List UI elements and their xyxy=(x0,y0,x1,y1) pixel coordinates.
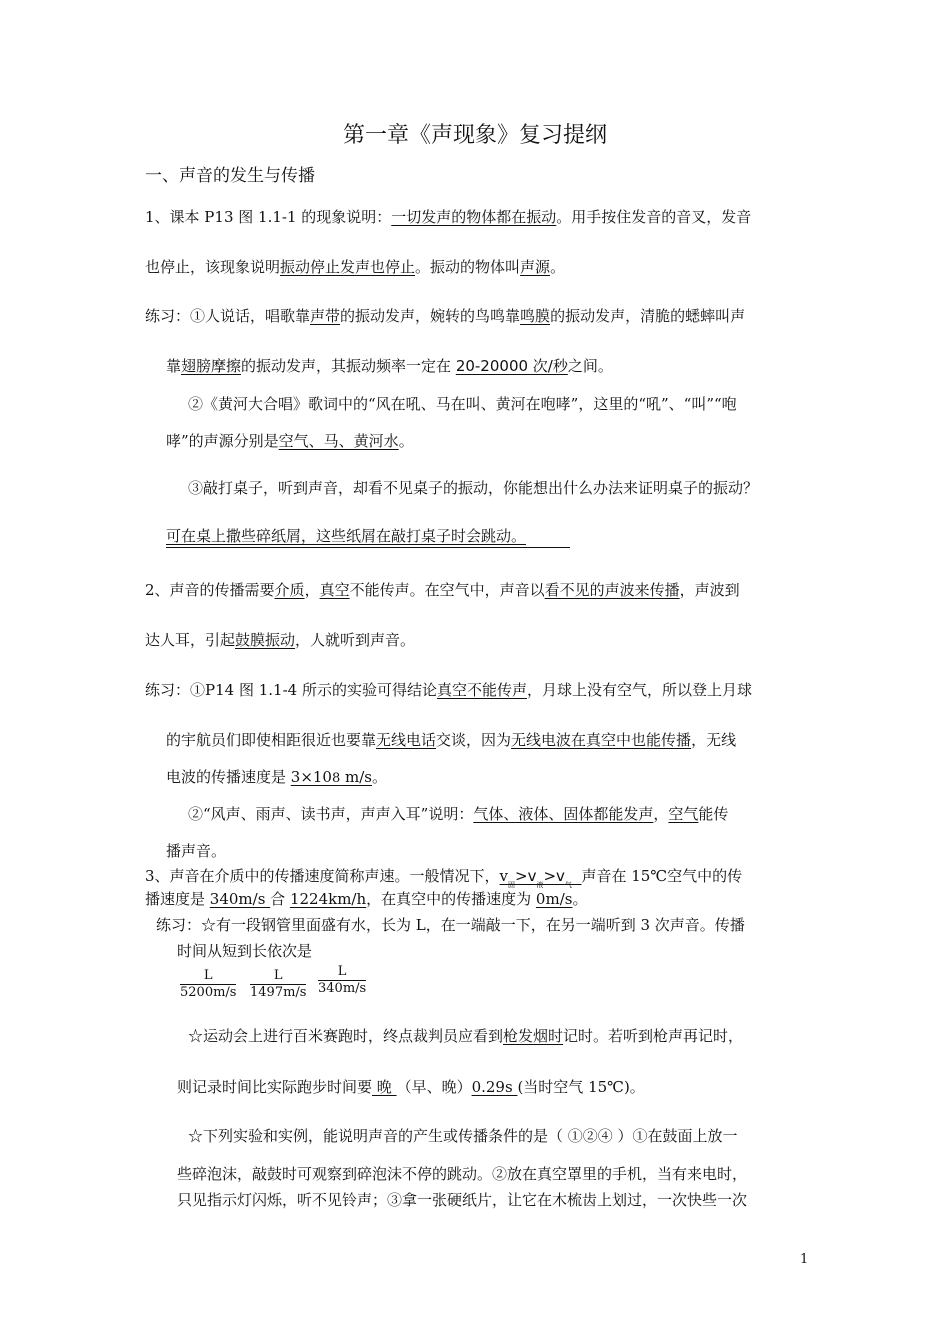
exercise-3-line-4 xyxy=(177,1077,645,1097)
para-3-line-1 xyxy=(145,866,742,889)
text: 时间从短到长依次是 xyxy=(177,942,313,960)
text: ，人就听到声音。 xyxy=(295,631,416,649)
symbol: v xyxy=(499,867,509,885)
text: ☆运动会上进行百米赛跑时，终点裁判员应看到 xyxy=(188,1027,504,1045)
exercise-3-line-6 xyxy=(177,1164,747,1184)
text: 则记录时间比实际跑步时间要 xyxy=(177,1078,373,1096)
text: ， xyxy=(653,805,669,823)
text: ，月球上没有空气，所以登上月球 xyxy=(526,681,752,699)
answer: 枪发烟时 xyxy=(503,1027,564,1045)
text: 的振动发声，婉转的鸟鸣靠 xyxy=(340,307,521,325)
text: 2、声音的传播需要 xyxy=(145,581,275,599)
answer: 空气 xyxy=(668,805,699,823)
answer-part: 3×10 xyxy=(290,768,332,786)
text: 播声音。 xyxy=(166,842,227,860)
text: 的振动发声，其振动频率一定在 xyxy=(241,357,456,375)
text: 练习：①人说话，唱歌靠 xyxy=(145,307,311,325)
page-number: 1 xyxy=(800,1252,809,1267)
text: 练习：☆有一段钢管里面盛有水，长为 L，在一端敲一下，在另一端听到 3 次声音。传播 xyxy=(156,916,745,934)
answer: 鸣膜 xyxy=(520,307,551,325)
subscript: 液 xyxy=(536,881,544,889)
text: 能传 xyxy=(698,805,729,823)
fraction xyxy=(250,968,306,1001)
fraction-denominator: 340m/s xyxy=(318,981,367,996)
answer: 晚 xyxy=(372,1078,397,1096)
text: 播速度是 xyxy=(145,890,210,908)
exercise-1-line-1 xyxy=(145,306,745,326)
exercise-1-line-5 xyxy=(188,478,758,498)
exercise-1-line-3 xyxy=(188,394,737,414)
answer: 声源 xyxy=(520,258,551,276)
text: 。 xyxy=(572,890,588,908)
answer: 无线电波在真空中也能传播 xyxy=(511,731,692,749)
text: 交谈，因为 xyxy=(436,731,512,749)
text: 只见指示灯闪烁，听不见铃声；③拿一张硬纸片，让它在木梳齿上划过，一次快些一次 xyxy=(177,1191,748,1209)
text: （早、晚） xyxy=(396,1078,472,1096)
exercise-1-line-4 xyxy=(166,431,414,451)
text: 。 xyxy=(550,258,566,276)
para-1-line-1 xyxy=(145,207,751,227)
exercise-3-line-7 xyxy=(177,1190,747,1210)
para-1-line-2 xyxy=(145,257,565,277)
text: ☆下列实验和实例，能说明声音的产生或传播条件的是（ ①②④ ）①在鼓面上放一 xyxy=(188,1127,738,1145)
section-heading: 一、声音的发生与传播 xyxy=(145,166,315,186)
answer: 一切发声的物体都在振动 xyxy=(391,208,557,226)
answer-part: 8 xyxy=(331,771,341,786)
answer: 气体、液体、固体都能发声 xyxy=(473,805,654,823)
answer: 0m/s xyxy=(535,890,573,908)
text: 靠 xyxy=(166,357,182,375)
exercise-2-line-1 xyxy=(145,680,752,700)
answer: 空气、马、黄河水 xyxy=(278,432,399,450)
answer-underline xyxy=(166,547,570,548)
text: 合 xyxy=(270,890,290,908)
text: 记时。若听到枪声再记时， xyxy=(563,1027,744,1045)
speed-order xyxy=(499,867,582,889)
exercise-2-line-2 xyxy=(166,730,736,750)
answer: 介质 xyxy=(274,581,305,599)
symbol: >v xyxy=(543,867,565,885)
text: (当时空气 15℃)。 xyxy=(517,1078,645,1096)
text: 哮”的声源分别是 xyxy=(166,432,279,450)
fraction-numerator: L xyxy=(250,968,306,985)
text: 的振动发声，清脆的蟋蟀叫声 xyxy=(550,307,746,325)
text: 之间。 xyxy=(567,357,613,375)
text: 电波的传播速度是 xyxy=(166,768,291,786)
exercise-2-line-4 xyxy=(188,804,728,824)
answer: 翅膀摩擦 xyxy=(181,357,242,375)
exercise-3-line-5 xyxy=(188,1126,738,1146)
text: 1、课本 P13 图 1.1-1 的现象说明： xyxy=(145,208,392,226)
text: 。 xyxy=(372,768,388,786)
answer: 声带 xyxy=(310,307,341,325)
fraction xyxy=(318,964,366,997)
text: 声音在 15℃空气中的传 xyxy=(581,867,743,885)
para-2-line-1 xyxy=(145,580,740,600)
fraction-denominator: 5200m/s xyxy=(180,985,237,1000)
text: 的宇航员们即使相距很近也要靠 xyxy=(166,731,377,749)
text: ②“风声、雨声、读书声，声声入耳”说明： xyxy=(188,805,474,823)
para-2-line-2 xyxy=(145,630,415,650)
answer: 振动停止发声也停止 xyxy=(280,258,416,276)
text: 不能传声。在空气中，声音以 xyxy=(349,581,545,599)
text: 3、声音在介质中的传播速度简称声速。一般情况下， xyxy=(145,867,500,885)
answer: 无线电话 xyxy=(376,731,437,749)
fraction xyxy=(180,968,236,1001)
exercise-2-line-5 xyxy=(166,841,226,861)
text: 也停止，该现象说明 xyxy=(145,258,281,276)
para-3-line-2 xyxy=(145,889,587,909)
answer: 真空 xyxy=(319,581,350,599)
exercise-3-line-2 xyxy=(177,941,312,961)
answer-part: m/s xyxy=(340,768,373,786)
answer: 0.29s xyxy=(471,1078,518,1096)
exercise-1-line-6 xyxy=(166,526,526,546)
answer: 鼓膜振动 xyxy=(235,631,296,649)
answer: 真空不能传声 xyxy=(436,681,527,699)
subscript: 固 xyxy=(508,881,516,889)
exercise-3-line-1 xyxy=(156,915,745,935)
fraction-numerator: L xyxy=(318,964,366,981)
exercise-2-line-3 xyxy=(166,767,387,789)
text: 。振动的物体叫 xyxy=(415,258,521,276)
text: ， xyxy=(304,581,320,599)
answer xyxy=(291,768,372,786)
text: 些碎泡沫，敲鼓时可观察到碎泡沫不停的跳动。②放在真空罩里的手机，当有来电时， xyxy=(177,1165,748,1183)
text: 练习：①P14 图 1.1-4 所示的实验可得结论 xyxy=(145,681,437,699)
fraction-numerator: L xyxy=(180,968,236,985)
text: ，在真空中的传播速度为 xyxy=(366,890,536,908)
answer: 可在桌上撒些碎纸屑，这些纸屑在敲打桌子时会跳动。 xyxy=(166,527,527,545)
text: ②《黄河大合唱》歌词中的“风在吼、马在叫、黄河在咆哮”，这里的“吼”、“叫”“咆 xyxy=(188,395,737,413)
text: ，无线 xyxy=(691,731,737,749)
text: ，声波到 xyxy=(679,581,740,599)
symbol: >v xyxy=(515,867,537,885)
fraction-denominator: 1497m/s xyxy=(250,985,307,1000)
exercise-1-line-2 xyxy=(166,356,613,376)
answer: 20-20000 次/秒 xyxy=(455,357,568,375)
text: 达人耳，引起 xyxy=(145,631,236,649)
text: ③敲打桌子，听到声音，却看不见桌子的振动，你能想出什么办法来证明桌子的振动？ xyxy=(188,479,759,497)
answer: 340m/s xyxy=(209,890,271,908)
answer: 1224km/h xyxy=(289,890,367,908)
subscript: 气 xyxy=(564,881,572,889)
answer: 看不见的声波来传播 xyxy=(544,581,680,599)
text: 。用手按住发音的音叉，发音 xyxy=(556,208,752,226)
page-title: 第一章《声现象》复习提纲 xyxy=(342,123,607,148)
text: 。 xyxy=(398,432,414,450)
exercise-3-line-3 xyxy=(188,1026,743,1046)
